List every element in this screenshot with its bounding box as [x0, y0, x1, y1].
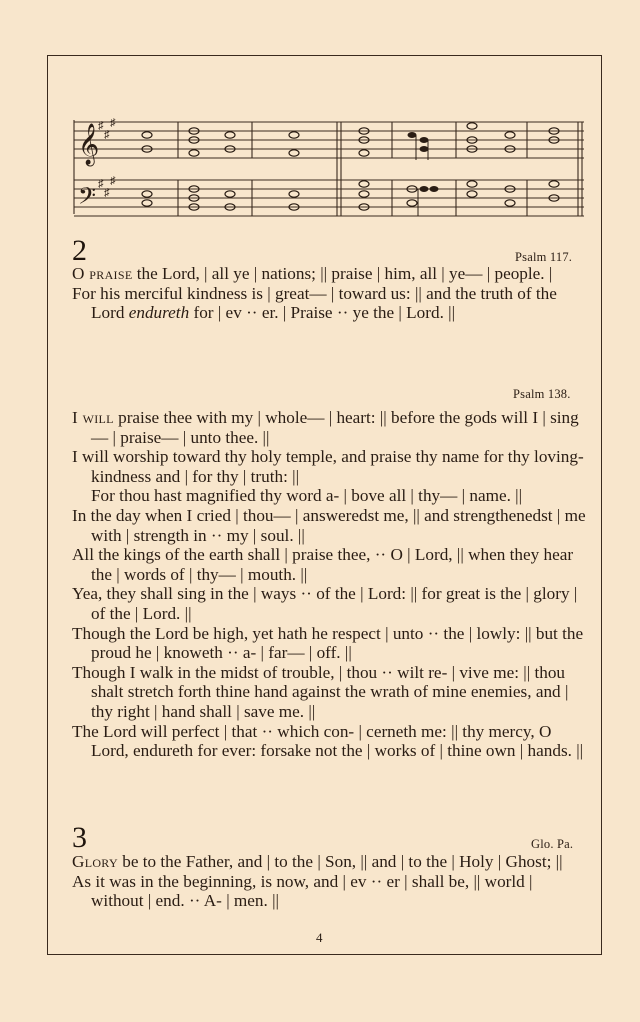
- verse-number-2: 2: [72, 234, 87, 267]
- source-psalm-117: Psalm 117.: [515, 250, 573, 264]
- source-glo-pa: Glo. Pa.: [531, 837, 574, 851]
- svg-text:♯: ♯: [98, 178, 104, 190]
- verse-2-line-1: O praise the Lord, | all ye | nations; || praise | him, all | ye— | people. |: [72, 264, 553, 283]
- svg-text:♯: ♯: [110, 175, 116, 187]
- bass-clef-icon: 𝄢: [78, 184, 97, 215]
- svg-text:♯: ♯: [104, 129, 110, 141]
- barlines: [178, 122, 582, 216]
- page-number: 4: [316, 930, 323, 945]
- treble-clef-icon: 𝄞: [78, 124, 100, 164]
- svg-text:♯: ♯: [104, 187, 110, 199]
- verse-3-text: [72, 852, 586, 911]
- verse-2-line-2: For his merciful kindness is | great— | toward us: || and the truth of the Lord endureth for | ev ·· er. | Praise ·· ye the | Lord. ||: [72, 283, 557, 323]
- verse-number-3: 3: [72, 821, 87, 854]
- psalm-138-line-2: I will worship toward thy holy temple, and praise thy name for thy loving-kindness and | for thy | truth: ||: [72, 447, 584, 486]
- psalm-138-line-7: Though I walk in the midst of trouble, | thou ·· wilt re- | vive me: || thou shalt stretch forth thine hand against the wrath of mine enemies, and | thy right | hand shall | save me. ||: [72, 662, 569, 721]
- psalm-138-line-6: Though the Lord be high, yet hath he respect | unto ·· the | lowly: || but the proud he | knoweth ·· a- | far— | off. ||: [72, 623, 584, 663]
- treble-staff: [74, 122, 584, 158]
- psalm-138-line-2-sub: For thou hast magnified thy word a- | bove all | thy— | name. ||: [91, 486, 523, 506]
- psalm-138-line-3: In the day when I cried | thou— | answeredst me, || and strengthenedst | me with | strength in ·· my | soul. ||: [72, 505, 586, 545]
- bass-staff: [74, 180, 584, 216]
- verse-3-line-2: As it was in the beginning, is now, and | ev ·· er | shall be, || world | without | end. ·· A- | men. ||: [72, 871, 533, 911]
- svg-text:♯: ♯: [98, 120, 104, 132]
- treble-notes: [142, 123, 559, 160]
- psalm-138-line-5: Yea, they shall sing in the | ways ·· of the | Lord: || for great is the | glory | of the | Lord. ||: [72, 584, 578, 623]
- psalm-138-line-8: The Lord will perfect | that ·· which con- | cerneth me: || thy mercy, O Lord, endureth for ever: forsake not the | works of | thine own | hands. ||: [72, 721, 584, 761]
- psalm-138-text: [72, 408, 586, 761]
- psalm-138-line-4: All the kings of the earth shall | praise thee, ·· O | Lord, || when they hear the | words of | thy— | mouth. ||: [72, 545, 574, 584]
- verse-2-text: [72, 264, 586, 323]
- source-psalm-138: Psalm 138.: [513, 387, 571, 401]
- svg-text:♯: ♯: [110, 117, 116, 129]
- music-score: [72, 112, 590, 218]
- psalm-138-line-1: I will praise thee with my | whole— | heart: || before the gods will I | sing— | praise— | unto thee. ||: [72, 408, 579, 447]
- verse-3-line-1: Glory be to the Father, and | to the | Son, || and | to the | Holy | Ghost; ||: [72, 852, 563, 871]
